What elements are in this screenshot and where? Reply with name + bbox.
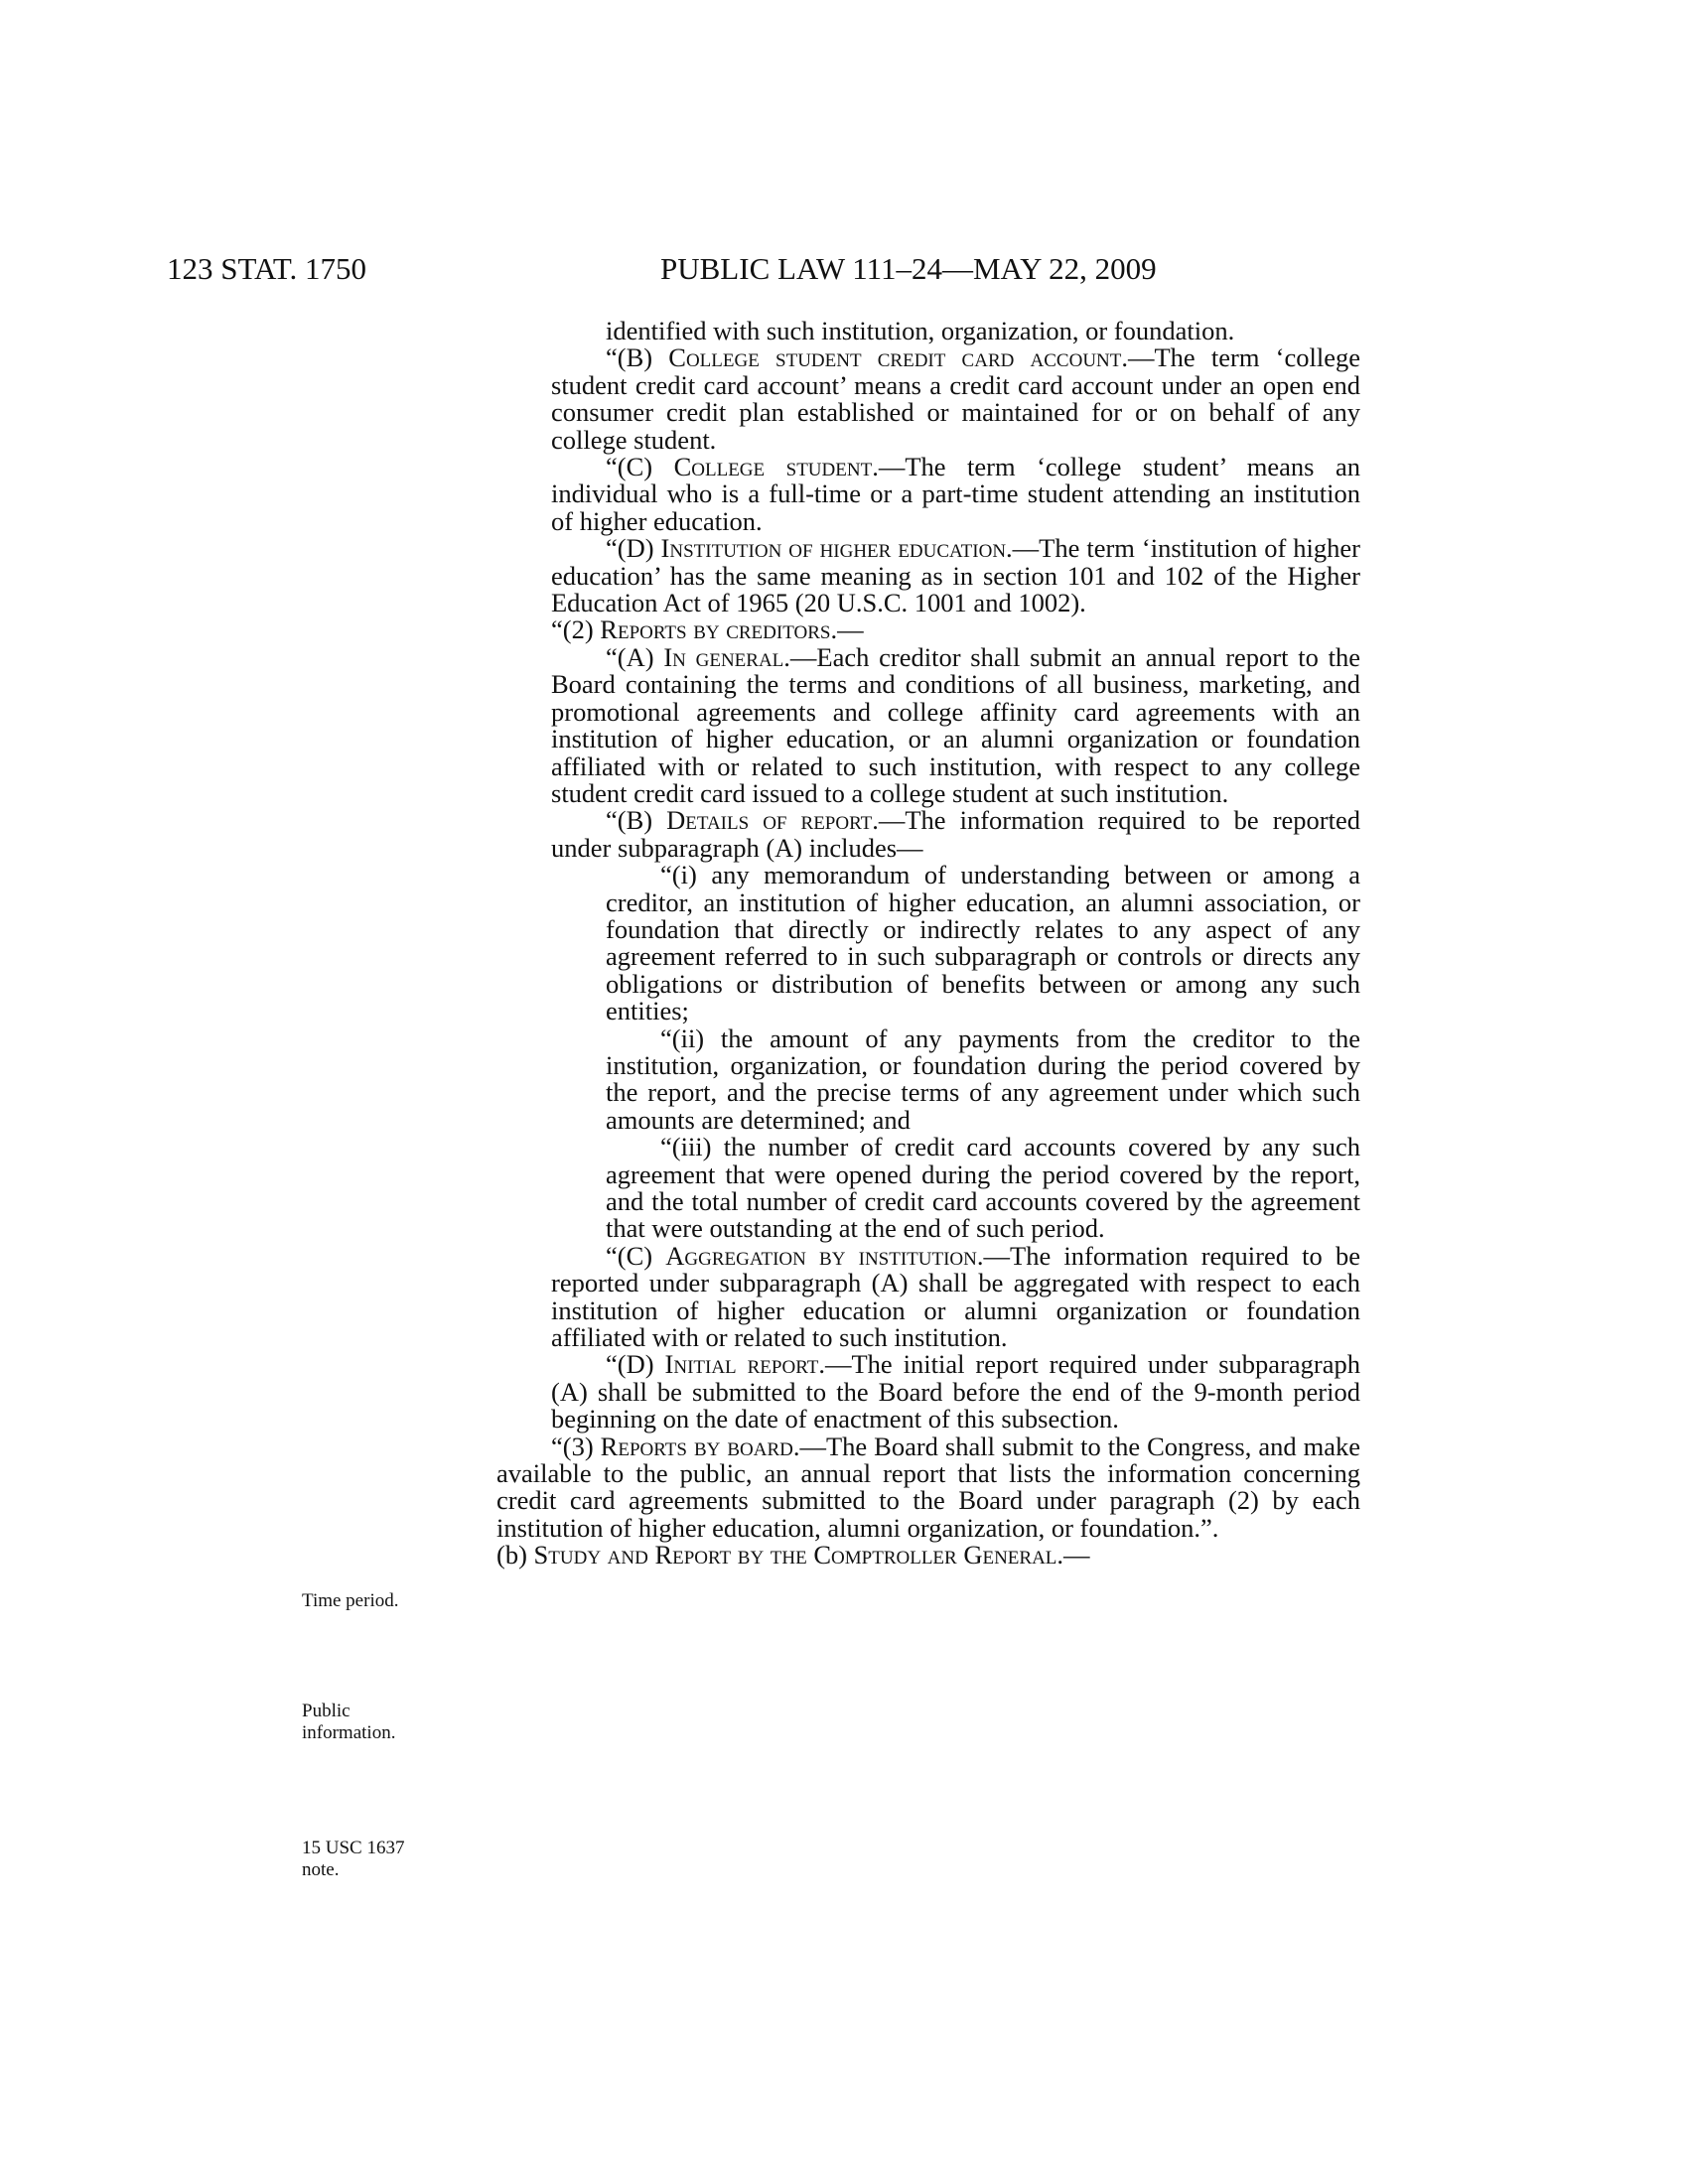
subparagraph-a-in-general: “(A) In general.—Each creditor shall submit an annual report to the Board containing the terms and conditions of all business, marketing, and promotional agreements and college affinity card agreements with an institution of higher education, or an alumni organization or foundation affiliated with or related to such institution, with respect to any college student credit card issued to a college student at such institution. <box>551 641 1360 808</box>
paragraph-2-reports-by-creditors: “(2) Reports by creditors.— <box>551 614 864 645</box>
subparagraph-c-college-student: “(C) College student.—The term ‘college student’ means an individual who is a full-time or a part-time student attending an institution of higher education. <box>551 452 1361 536</box>
margin-note-usc-citation: 15 USC 1637 note. <box>302 1838 405 1880</box>
subparagraph-b-details-of-report: “(B) Details of report.—The information required to be reported under subparagraph (A) includes— <box>551 805 1361 863</box>
subparagraph-d-initial-report: “(D) Initial report.—The initial report required under subparagraph (A) shall be submitted to the Board before the end of the 9-month period beginning on the date of enactment of this subsection. <box>551 1349 1360 1434</box>
subsection-heading: Study and Report by the Comptroller General <box>533 1540 1057 1570</box>
paragraph-heading: Reports by creditors <box>600 614 831 645</box>
margin-note-public-information: Public information. <box>302 1701 396 1743</box>
subparagraph-heading: Initial report <box>664 1349 819 1380</box>
subparagraph-heading: In general <box>663 641 784 672</box>
subparagraph-b-credit-card-account: “(B) College student credit card account.—The term ‘college student credit card account’ means a credit card account under an open end consumer credit plan established or maintained for or on behalf of any college student. <box>551 342 1360 455</box>
clause-iii: “(iii) the number of credit card accounts covered by any such agreement that were opened during the period covered by the report, and the total number of credit card accounts covered by the agreement that were outstanding at the end of such period. <box>606 1132 1360 1244</box>
subsection-b-study-and-report: (b) Study and Report by the Comptroller General.— <box>496 1540 1090 1570</box>
subparagraph-heading: Details of report <box>666 805 873 836</box>
subparagraph-heading: College student <box>673 452 873 482</box>
stat-reference: 123 STAT. 1750 <box>167 251 367 286</box>
subparagraph-heading: Aggregation by institution <box>665 1240 977 1271</box>
law-title: PUBLIC LAW 111–24—MAY 22, 2009 <box>660 251 1157 286</box>
statute-text <box>496 316 1361 1570</box>
continued-text: identified with such institution, organization, or foundation. <box>606 316 1235 345</box>
paragraph-heading: Reports by board <box>600 1431 793 1461</box>
margin-note-time-period: Time period. <box>302 1590 399 1611</box>
paragraph-3-reports-by-board: “(3) Reports by board.—The Board shall submit to the Congress, and make available to the public, an annual report that lists the information concerning credit card agreements submitted to the Board under paragraph (2) by each institution of higher education, alumni organization, or foundation.”. <box>496 1431 1360 1543</box>
subparagraph-heading: Institution of higher education <box>660 533 1007 564</box>
subparagraph-c-aggregation: “(C) Aggregation by institution.—The information required to be reported under subparagraph (A) shall be aggregated with respect to each institution of higher education or alumni organization or foundation affiliated with or related to such institution. <box>551 1240 1360 1353</box>
clause-i: “(i) any memorandum of understanding between or among a creditor, an institution of higher education, an alumni association, or foundation that directly or indirectly relates to any aspect of any agreement referred to in such subparagraph or controls or directs any obligations or distribution of benefits between or among any such entities; <box>606 860 1360 1026</box>
clause-ii: “(ii) the amount of any payments from the creditor to the institution, organization, or foundation during the period covered by the report, and the precise terms of any agreement under which such amounts are determined; and <box>606 1023 1360 1135</box>
subparagraph-heading: College student credit card account <box>668 342 1122 373</box>
subparagraph-d-institution: “(D) Institution of higher education.—The term ‘institution of higher education’ has the same meaning as in section 101 and 102 of the Higher Education Act of 1965 (20 U.S.C. 1001 and 1002). <box>551 533 1360 618</box>
